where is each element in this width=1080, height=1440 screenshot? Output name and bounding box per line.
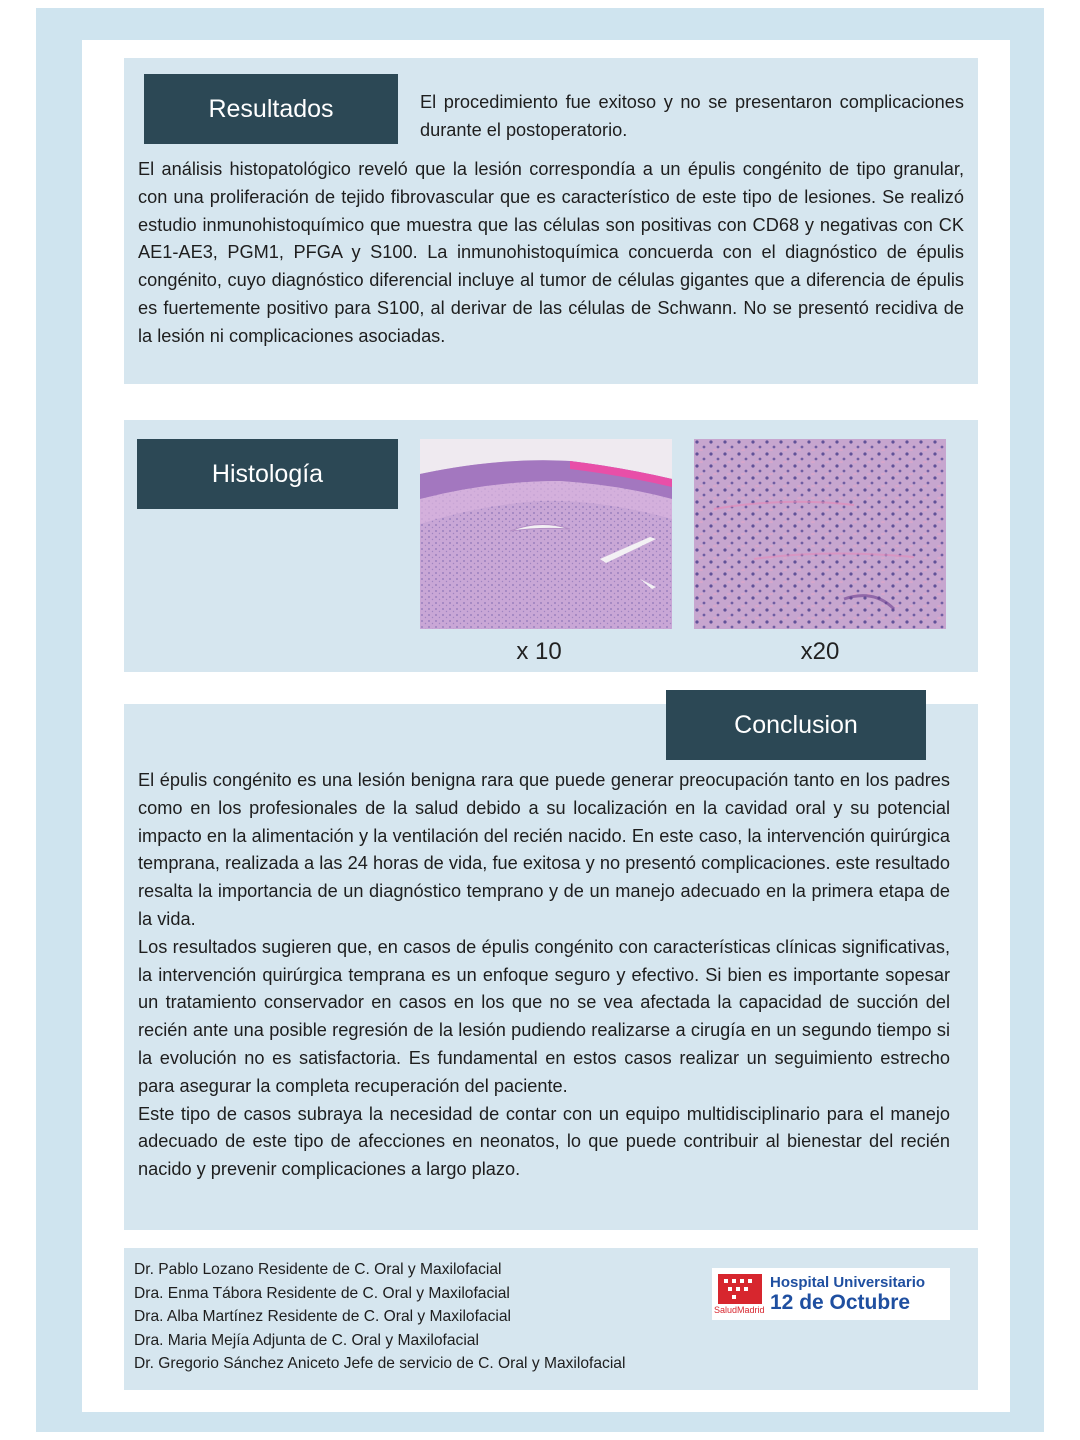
conclusion-heading: Conclusion xyxy=(666,690,926,760)
author-5: Dr. Gregorio Sánchez Aniceto Jefe de servicio de C. Oral y Maxilofacial xyxy=(134,1355,626,1372)
author-3: Dra. Alba Martínez Residente de C. Oral y Maxilofacial xyxy=(134,1308,512,1325)
conclusion-paragraph-3: Este tipo de casos subraya la necesidad de contar con un equipo multidisciplinario para el manejo adecuado de este tipo de afecciones en neonatos, lo que puede contribuir al bienestar del recién nacido y prevenir complicaciones a largo plazo. xyxy=(138,1103,950,1180)
caption-x20: x20 xyxy=(800,638,840,665)
author-2: Dra. Enma Tábora Residente de C. Oral y Maxilofacial xyxy=(134,1284,510,1302)
conclusion-body xyxy=(138,767,950,1184)
histologia-heading: Histología xyxy=(137,439,398,509)
resultados-intro: El procedimiento fue exitoso y no se presentaron complicaciones durante el postoperatorio. xyxy=(420,92,964,140)
resultados-heading: Resultados xyxy=(144,74,398,144)
author-1: Dr. Pablo Lozano Residente de C. Oral y Maxilofacial xyxy=(134,1261,502,1278)
resultados-body: El análisis histopatológico reveló que la lesión correspondía a un épulis congénito de tipo granular, con una proliferación de tejido fibrovascular que es característico de este tipo de lesiones. Se realizó estudio inmunohistoquímico que muestra que las células son positivas con CD68 y negativas con CK AE1-AE3, PGM1, PFGA y S100. La inmunohistoquímica concuerda con el diagnóstico de épulis congénito, cuyo diagnóstico diferencial incluye al tumor de células gigantes que a diferencia de épulis es fuertemente positivo para S100, al derivar de las células de Schwann. No se presentó recidiva de la lesión ni complicaciones asociadas. xyxy=(138,159,964,346)
conclusion-paragraph-2: Los resultados sugieren que, en casos de épulis congénito con características clínicas significativas, la intervención quirúrgica temprana es un enfoque seguro y efectivo. Si bien es importante sopesar un tratamiento conservador en casos en los que no se vea afectada la capacidad de succión del recién ante una posible regresión de la lesión pudiendo realizarse a cirugía en un segundo tiempo si la evolución no es satisfactoria. Es fundamental en estos casos realizar un seguimiento estrecho para asegurar la completa recuperación del paciente. xyxy=(138,936,950,1096)
logo-sub: SaludMadrid xyxy=(714,1305,765,1315)
hospital-logo xyxy=(712,1268,950,1320)
conclusion-paragraph-1: El épulis congénito es una lesión benigna rara que puede generar preocupación tanto en los padres como en los profesionales de la salud debido a su localización en la cavidad oral y su potencial impacto en la alimentación y la ventilación del recién nacido. En este caso, la intervención quirúrgica temprana, realizada a las 24 horas de vida, fue exitosa y no presentó complicaciones. este resultado resalta la importancia de un diagnóstico temprano y de un manejo adecuado en la primera etapa de la vida. xyxy=(138,770,950,929)
author-4: Dra. Maria Mejía Adjunta de C. Oral y Maxilofacial xyxy=(134,1331,479,1349)
logo-line-2: 12 de Octubre xyxy=(770,1291,911,1314)
authors-list xyxy=(134,1258,625,1376)
comunidad-madrid-stars-icon xyxy=(714,1272,766,1316)
histology-image-x20 xyxy=(694,439,946,629)
histology-image-x10 xyxy=(420,439,672,629)
logo-line-1: Hospital Universitario xyxy=(770,1274,926,1291)
caption-x10: x 10 xyxy=(516,638,562,665)
